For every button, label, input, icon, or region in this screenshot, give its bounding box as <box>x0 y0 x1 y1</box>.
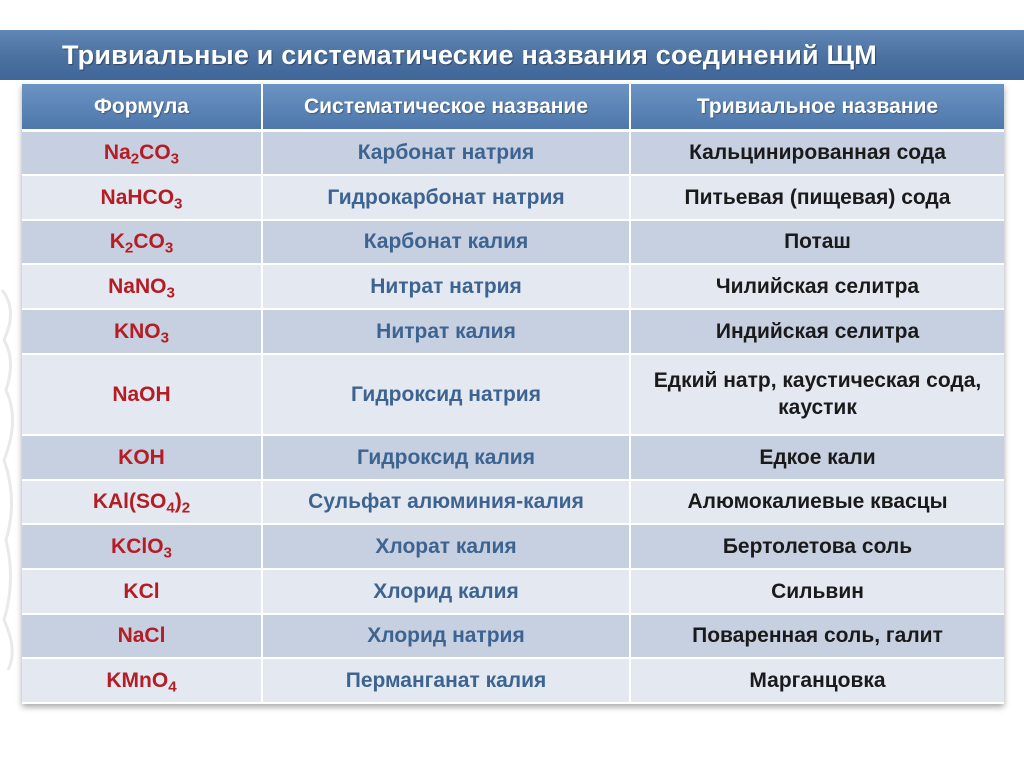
formula-cell: NaOH <box>22 354 262 435</box>
formula-cell: $KNO_3$ <box>22 309 262 354</box>
systematic-name-cell: Сульфат алюминия-калия <box>262 480 630 525</box>
systematic-name-cell: Хлорат калия <box>262 524 630 569</box>
trivial-name-cell: Марганцовка <box>630 658 1004 703</box>
table-row <box>22 435 1004 480</box>
table-row <box>22 264 1004 309</box>
table-row <box>22 480 1004 525</box>
formula-cell: KOH <box>22 435 262 480</box>
systematic-name-cell: Гидрокарбонат натрия <box>262 175 630 220</box>
trivial-name-cell: Индийская селитра <box>630 309 1004 354</box>
formula-cell: KClO$_3$ <box>22 524 262 569</box>
systematic-name-cell: Нитрат натрия <box>262 264 630 309</box>
formula-cell: $KAl(SO_4)_2$ <box>22 480 262 525</box>
trivial-name-cell: Едкое кали <box>630 435 1004 480</box>
table-row <box>22 309 1004 354</box>
trivial-name-cell: Алюмокалиевые квасцы <box>630 480 1004 525</box>
header-systematic-name: Систематическое название <box>262 84 630 131</box>
watermark-ornament <box>0 270 22 670</box>
formula-cell: KCl <box>22 569 262 614</box>
table-row <box>22 175 1004 220</box>
formula-cell: KMnO$_4$ <box>22 658 262 703</box>
table-row <box>22 524 1004 569</box>
trivial-name-cell: Едкий натр, каустическая сода, каустик <box>630 354 1004 435</box>
formula-cell: NaNO$_3$ <box>22 264 262 309</box>
systematic-name-cell: Гидроксид натрия <box>262 354 630 435</box>
table-row <box>22 131 1004 176</box>
trivial-name-cell: Сильвин <box>630 569 1004 614</box>
systematic-name-cell: Гидроксид калия <box>262 435 630 480</box>
page-title: Тривиальные и систематические названия соединений ЩМ <box>0 30 1024 80</box>
table-row <box>22 354 1004 435</box>
table-row <box>22 220 1004 265</box>
systematic-name-cell: Хлорид натрия <box>262 614 630 659</box>
trivial-name-cell: Поташ <box>630 220 1004 265</box>
systematic-name-cell: Карбонат натрия <box>262 131 630 176</box>
table-header-row <box>22 84 1004 131</box>
header-trivial-name: Тривиальное название <box>630 84 1004 131</box>
systematic-name-cell: Перманганат калия <box>262 658 630 703</box>
header-formula: Формула <box>22 84 262 131</box>
systematic-name-cell: Хлорид калия <box>262 569 630 614</box>
table-row <box>22 614 1004 659</box>
table-row <box>22 569 1004 614</box>
systematic-name-cell: Нитрат калия <box>262 309 630 354</box>
trivial-name-cell: Бертолетова соль <box>630 524 1004 569</box>
formula-cell: NaHCO$_3$ <box>22 175 262 220</box>
systematic-name-cell: Карбонат калия <box>262 220 630 265</box>
table-row <box>22 658 1004 703</box>
trivial-name-cell: Кальцинированная сода <box>630 131 1004 176</box>
compounds-table <box>22 84 1004 704</box>
trivial-name-cell: Чилийская селитра <box>630 264 1004 309</box>
formula-cell: NaCl <box>22 614 262 659</box>
trivial-name-cell: Поваренная соль, галит <box>630 614 1004 659</box>
compounds-table-container <box>22 84 1004 704</box>
trivial-name-cell: Питьевая (пищевая) сода <box>630 175 1004 220</box>
formula-cell: $Na_2CO_3$ <box>22 131 262 176</box>
formula-cell: $K_2CO_3$ <box>22 220 262 265</box>
